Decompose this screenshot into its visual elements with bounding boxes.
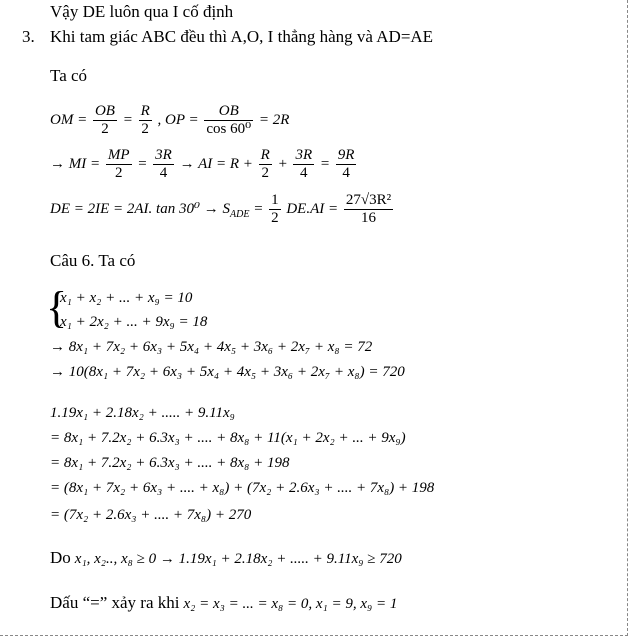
item-3-number: 3. <box>22 27 35 46</box>
system-brace: { <box>46 283 68 332</box>
equality-condition-line: Dấu “=” xảy ra khi x₂ = x₃ = ... = x₈ = 0, x₁ = 9, x₉ = 1 <box>50 593 398 612</box>
derived-eq-1: → 8x₁ + 7x₂ + 6x₃ + 5x₄ + 4x₅ + 3x₆ + 2x₇ + x₈ = 72 <box>50 339 373 355</box>
item-3-text: Khi tam giác ABC đều thì A,O, I thẳng hàng và AD=AE <box>50 27 434 46</box>
expr-line-3: = 8x₁ + 7.2x₂ + 6.3x₃ + .... + 8x₈ + 198 <box>50 455 290 471</box>
system-eq-1: x₁ + x₂ + ... + x₉ = 10 <box>60 290 193 306</box>
conclusion-line: Vậy DE luôn qua I cố định <box>50 2 234 21</box>
expr-line-1: 1.19x₁ + 2.18x₂ + ..... + 9.11x₉ <box>50 405 235 421</box>
equation-area: DE = 2IE = 2AI. $\tan 30^0 \to S_{ADE}$ = $\frac{1}{2}$ DE.AI = $\frac{\text{27√3R²}}{16}$ <box>50 192 392 226</box>
cau-6-title: Câu 6. Ta có <box>50 251 136 270</box>
equation-mi: → MI = $\frac{MP}{2}$ = $\frac{3R}{4}$ → AI = R + $\frac{R}{2}$ + $\frac{3R}{4}$ = $\frac{9R}{4}$ <box>50 147 355 181</box>
do-line: Do x₁, x₂.., x₈ ≥ 0 → 1.19x₁ + 2.18x₂ + ..... + 9.11x₉ ≥ 720 <box>50 548 402 567</box>
expr-line-4: = (8x₁ + 7x₂ + 6x₃ + .... + x₈) + (7x₂ + 2.6x₃ + .... + 7x₈) + 198 <box>50 480 435 496</box>
equation-om: OM = $\frac{OB}{2}$ = $\frac{R}{2}$ , OP = $\frac{OB}{\text{cos 60⁰}}$ = 2R <box>50 103 290 137</box>
derived-eq-2: → 10(8x₁ + 7x₂ + 6x₃ + 5x₄ + 4x₅ + 3x₆ + 2x₇ + x₈) = 720 <box>50 364 405 380</box>
expr-line-2: = 8x₁ + 7.2x₂ + 6.3x₃ + .... + 8x₈ + 11(x₁ + 2x₂ + ... + 9x₉) <box>50 430 406 446</box>
system-eq-2: x₁ + 2x₂ + ... + 9x₉ = 18 <box>60 314 208 330</box>
expr-line-5: = (7x₂ + 2.6x₃ + .... + 7x₈) + 270 <box>50 507 252 523</box>
ta-co-label: Ta có <box>50 66 88 85</box>
